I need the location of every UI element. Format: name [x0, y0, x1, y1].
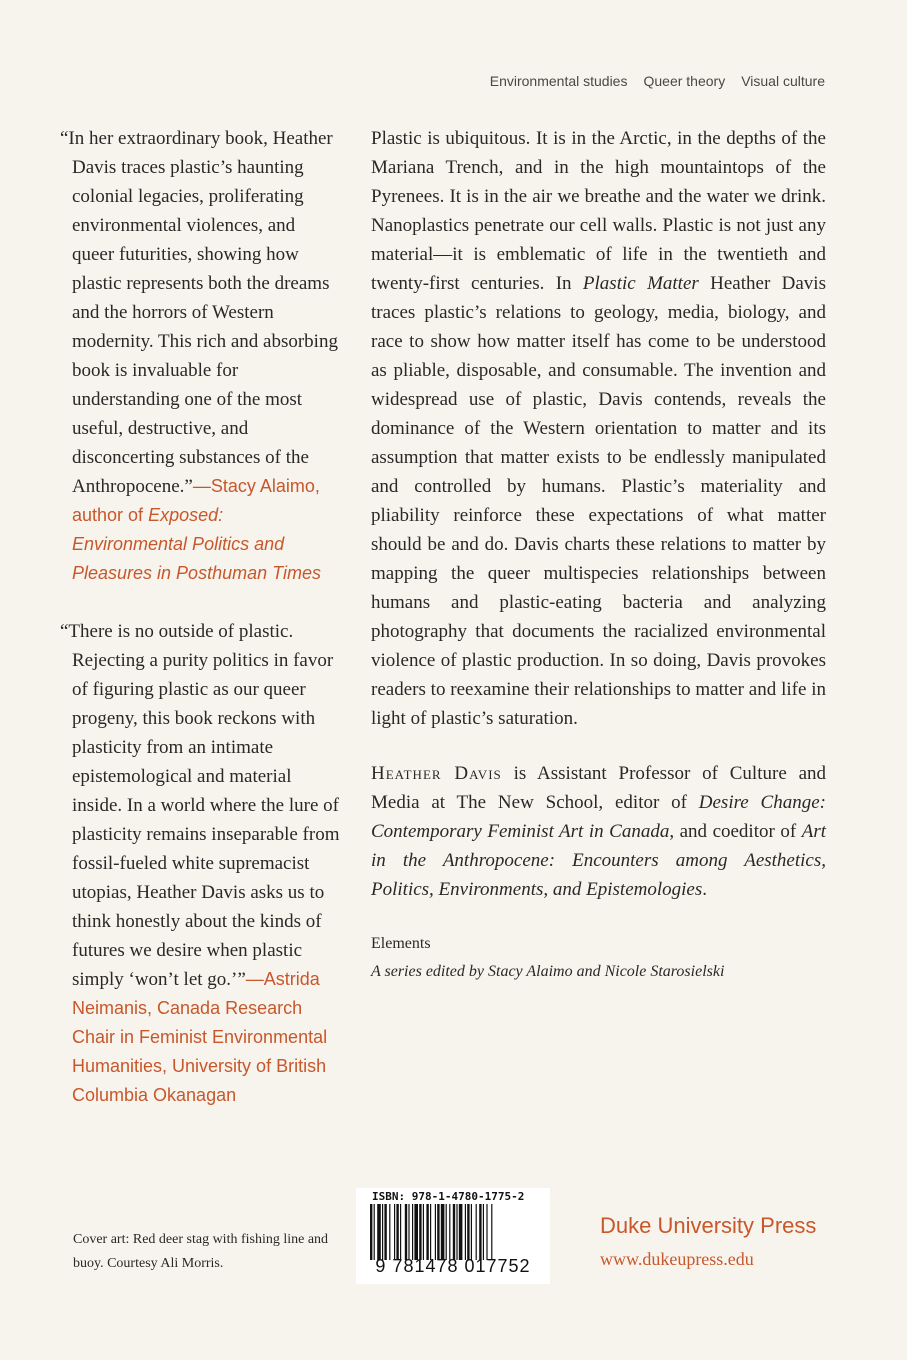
- barcode-bar: [430, 1204, 431, 1260]
- barcode-bar: [441, 1204, 445, 1260]
- barcode-bar: [479, 1204, 481, 1260]
- barcode-bar: [377, 1204, 381, 1260]
- cover-credit: Cover art: Red deer stag with fishing line and buoy. Courtesy Ali Morris.: [73, 1232, 329, 1271]
- barcode-bar: [400, 1204, 401, 1260]
- barcode-bar: [408, 1204, 409, 1260]
- subject-environmental: Environmental studies: [489, 73, 628, 89]
- quote-attribution: —Stacy Alaimo, author of: [72, 476, 320, 525]
- author-bio: Heather Davis is Assistant Professor of Culture and Media at The New School, editor of Desire Change: Contemporary Feminist Art in Canada, and coeditor of Art in the Anthropocene: Encounters among Aesthetics, Politics, Environments, and Epistemologies.: [371, 763, 826, 900]
- barcode-bar: [412, 1204, 413, 1260]
- barcode-bar: [389, 1204, 390, 1260]
- description-column: [371, 124, 826, 986]
- subject-queer-theory: Queer theory: [643, 73, 726, 89]
- quote-attribution-title: Exposed: Environmental Politics and Pleasures in Posthuman Times: [72, 505, 321, 583]
- endorsement-quote-2: [60, 617, 340, 1110]
- barcode-bar: [405, 1204, 407, 1260]
- barcode-bar: [437, 1204, 439, 1260]
- subject-visual-culture: Visual culture: [741, 73, 825, 89]
- barcode-bar: [467, 1204, 469, 1260]
- barcode-bar: [374, 1204, 375, 1260]
- barcode-bar: [465, 1204, 466, 1260]
- series-name: Elements: [371, 935, 431, 952]
- subject-categories: [490, 73, 825, 89]
- barcode-bar: [426, 1204, 428, 1260]
- barcode-bar: [394, 1204, 395, 1260]
- series-info: [371, 930, 826, 986]
- publisher-name: Duke University Press: [600, 1213, 817, 1238]
- barcode-bar: [423, 1204, 424, 1260]
- barcode-bars: [370, 1204, 536, 1260]
- barcode-bar: [419, 1204, 421, 1260]
- barcode-bar: [483, 1204, 484, 1260]
- barcode-bar: [435, 1204, 436, 1260]
- barcode-bar: [446, 1204, 447, 1260]
- quote-text: “In her extraordinary book, Heather Davis traces plastic’s haunting colonial legacies, proliferating environmental violences, and queer futurities, showing how plastic represents both the dreams and the horrors of Western modernity. This rich and absorbing book is invaluable for understanding one of the most useful, destructive, and disconcerting substances of the Anthropocene.”: [60, 128, 338, 497]
- book-description: Plastic is ubiquitous. It is in the Arctic, in the depths of the Mariana Trench, and in the high mountaintops of the Pyrenees. It is in the air we breathe and the water we drink. Nanoplastics penetrate our cell walls. Plastic is not just any material—it is emblematic of life in the twentieth and twenty-first centuries. In Plastic Matter Heather Davis traces plastic’s relations to geology, media, biology, and race to show how matter itself has come to be understood as pliable, disposable, and consumable. The invention and widespread use of plastic, Davis contends, reveals the dominance of the Western orientation to matter and its assumption that matter exists to be endlessly manipulated and controlled by humans. Plastic’s materiality and pliability reinforce these expectations of what matter should be and do. Davis charts these relations to matter by mapping the queer multispecies relationships between humans and plastic-eating bacteria and analyzing photography that documents the racialized environmental violence of plastic production. In so doing, Davis provokes readers to reexamine their relationships to matter and life in light of plastic’s saturation.: [371, 128, 826, 729]
- barcode-bar: [456, 1204, 457, 1260]
- isbn-label: ISBN: 978-1-4780-1775-2: [372, 1190, 525, 1203]
- barcode-bar: [382, 1204, 383, 1260]
- barcode-bar: [459, 1204, 463, 1260]
- barcode-bar: [471, 1204, 472, 1260]
- barcode-bar: [453, 1204, 455, 1260]
- barcode-bar: [486, 1204, 487, 1260]
- barcode-bar: [370, 1204, 372, 1260]
- endorsements-column: [60, 124, 340, 1139]
- barcode-bar: [414, 1204, 418, 1260]
- barcode-bar: [476, 1204, 477, 1260]
- endorsement-quote-1: [60, 124, 340, 588]
- barcode-number: 9 781478 017752: [375, 1256, 531, 1276]
- book-title: Plastic Matter: [582, 273, 699, 294]
- author-name: Heather Davis: [371, 763, 502, 784]
- quote-attribution: —Astrida Neimanis, Canada Research Chair in Feminist Environmental Humanities, University of British Columbia Okanagan: [72, 969, 328, 1105]
- barcode-bar: [384, 1204, 386, 1260]
- barcode-bar: [491, 1204, 492, 1260]
- publisher-url[interactable]: www.dukeupress.edu: [600, 1249, 754, 1269]
- barcode-bar: [449, 1204, 450, 1260]
- barcode-bar: [396, 1204, 398, 1260]
- quote-text: “There is no outside of plastic. Rejecting a purity politics in favor of figuring plastic as our queer progeny, this book reckons with plasticity from an intimate epistemological and material inside. In a world where the lure of plasticity remains inseparable from fossil-fueled white supremacist utopias, Heather Davis asks us to think honestly about the kinds of futures we desire when plastic simply ‘won’t let go.’”: [60, 621, 340, 990]
- barcode: [356, 1188, 550, 1284]
- series-editors: A series edited by Stacy Alaimo and Nicole Starosielski: [371, 963, 725, 980]
